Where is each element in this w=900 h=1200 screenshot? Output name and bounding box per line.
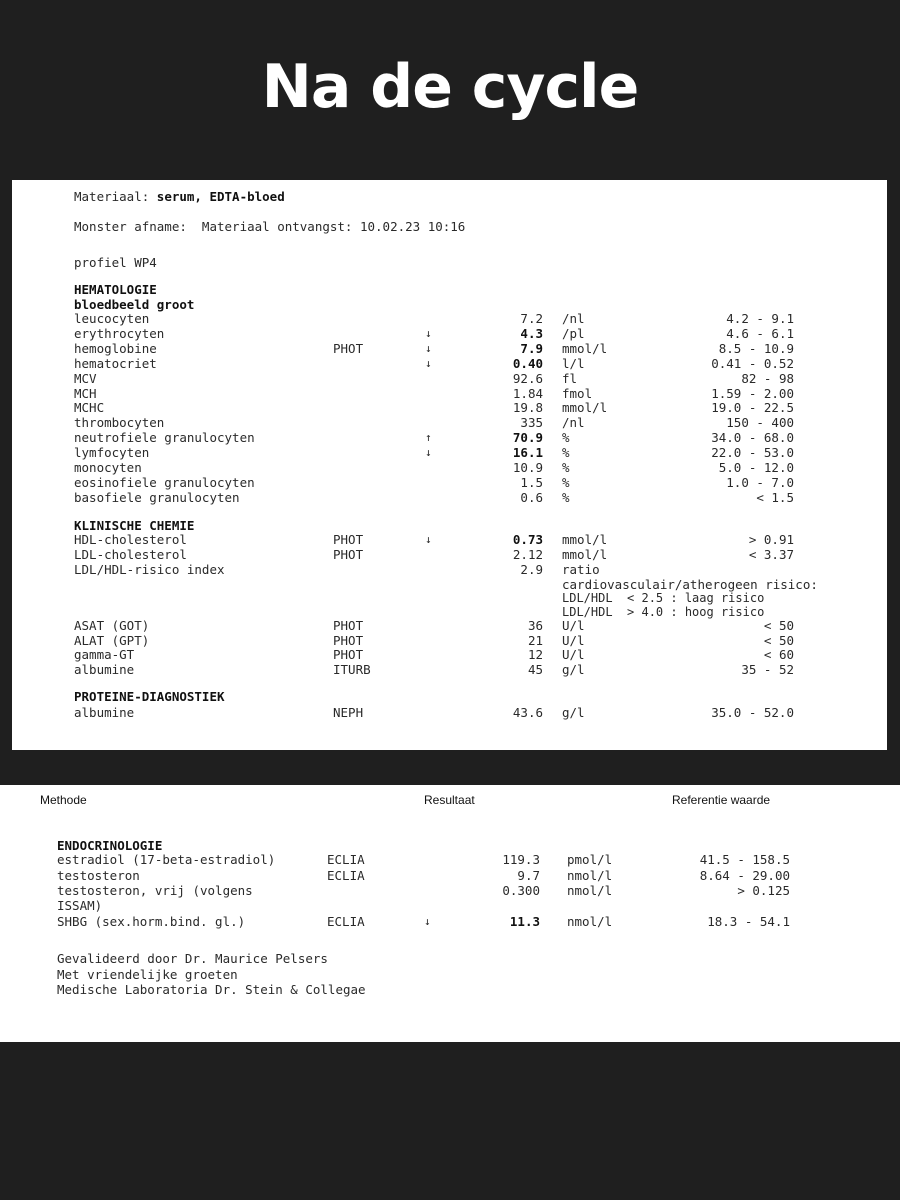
test-name: estradiol (17-beta-estradiol): [57, 852, 276, 867]
test-unit: U/l: [562, 632, 585, 648]
materiaal-line: [74, 189, 285, 204]
test-name: albumine: [74, 705, 135, 720]
test-value: 7.9: [520, 340, 543, 356]
test-value: 19.8: [512, 400, 543, 416]
test-name: thrombocyten: [74, 415, 165, 431]
test-value: 4.3: [520, 325, 543, 341]
test-value: 0.300: [502, 883, 540, 898]
test-name: lymfocyten: [74, 445, 150, 461]
monster-line: Monster afname: Materiaal ontvangst: 10.02.23 10:16: [74, 219, 466, 234]
test-reference: 4.6 - 6.1: [726, 325, 794, 341]
test-reference: < 50: [763, 618, 794, 633]
test-unit: ratio: [562, 562, 600, 578]
test-value: 335: [520, 415, 543, 431]
test-name: erythrocyten: [74, 325, 165, 341]
test-name: leucocyten: [74, 311, 150, 326]
test-method: PHOT: [333, 547, 364, 563]
test-name: testosteron: [57, 867, 140, 883]
test-reference: 35 - 52: [741, 662, 794, 678]
arrow-down-icon: ↓: [424, 914, 431, 928]
test-name: ISSAM): [57, 898, 103, 913]
arrow-down-icon: ↓: [425, 446, 432, 460]
test-reference: 35.0 - 52.0: [711, 705, 794, 720]
test-method: PHOT: [333, 340, 364, 356]
test-reference: 82 - 98: [741, 370, 794, 386]
test-name: neutrofiele granulocyten: [74, 430, 255, 446]
arrow-up-icon: ↑: [425, 431, 432, 445]
arrow-down-icon: ↓: [425, 533, 432, 546]
test-name: MCHC: [74, 400, 105, 416]
test-value: 36: [527, 618, 543, 633]
test-reference: 4.2 - 9.1: [726, 311, 794, 326]
test-reference: 5.0 - 12.0: [718, 460, 794, 475]
test-method: PHOT: [333, 647, 364, 663]
test-reference: > 0.125: [737, 883, 790, 898]
footer-line: Gevalideerd door Dr. Maurice Pelsers: [57, 951, 328, 966]
test-reference: 0.41 - 0.52: [711, 355, 794, 371]
test-reference: 41.5 - 158.5: [699, 852, 790, 867]
test-unit: mmol/l: [562, 400, 608, 416]
test-unit: g/l: [562, 662, 585, 678]
lab-report-sheet-2: [0, 785, 900, 1042]
test-unit: fmol: [562, 385, 593, 401]
test-method: ITURB: [333, 662, 371, 678]
test-reference: < 1.5: [756, 489, 794, 505]
test-reference: 1.0 - 7.0: [726, 474, 794, 490]
test-name: eosinofiele granulocyten: [74, 474, 255, 490]
test-unit: l/l: [562, 355, 585, 371]
test-unit: mmol/l: [562, 340, 608, 356]
test-reference: < 3.37: [748, 547, 794, 563]
test-reference: 150 - 400: [726, 415, 794, 431]
test-name: testosteron, vrij (volgens: [57, 883, 253, 898]
test-unit: /nl: [562, 311, 585, 326]
page-title: Na de cycle: [261, 52, 639, 122]
test-value: 21: [527, 632, 543, 648]
test-name: gamma-GT: [74, 647, 135, 663]
test-unit: nmol/l: [567, 913, 613, 929]
test-method: PHOT: [333, 532, 364, 547]
test-method: PHOT: [333, 632, 364, 648]
test-reference: 8.5 - 10.9: [718, 340, 794, 356]
test-value: 45: [527, 662, 543, 678]
test-name: MCV: [74, 370, 97, 386]
test-method: PHOT: [333, 618, 364, 633]
test-name: HDL-cholesterol: [74, 532, 187, 547]
test-unit: pmol/l: [567, 852, 613, 867]
test-value: 0.40: [512, 355, 543, 371]
test-value: 119.3: [502, 852, 540, 867]
test-unit: fl: [562, 370, 578, 386]
test-value: 0.73: [512, 532, 543, 547]
test-value: 12: [527, 647, 543, 663]
test-unit: %: [562, 474, 570, 490]
test-value: 2.9: [520, 562, 543, 578]
materiaal-value: serum, EDTA-bloed: [156, 189, 285, 204]
test-value: 70.9: [512, 430, 543, 446]
test-value: 2.12: [512, 547, 543, 563]
test-value: 7.2: [520, 311, 543, 326]
subsection-bloedbeeld: bloedbeeld groot: [74, 297, 195, 312]
arrow-down-icon: ↓: [425, 341, 432, 355]
test-unit: g/l: [562, 705, 585, 720]
arrow-down-icon: ↓: [425, 356, 432, 370]
test-value: 16.1: [512, 445, 543, 461]
test-reference: < 50: [763, 632, 794, 648]
section-hematologie: HEMATOLOGIE: [74, 282, 157, 297]
test-name: ALAT (GPT): [74, 632, 150, 648]
test-unit: /nl: [562, 415, 585, 431]
test-unit: mmol/l: [562, 547, 608, 563]
test-value: 43.6: [512, 705, 543, 720]
header-resultaat: Resultaat: [424, 793, 475, 807]
test-unit: /pl: [562, 325, 585, 341]
test-reference: < 60: [763, 647, 794, 663]
header-methode: Methode: [40, 793, 87, 807]
test-value: 92.6: [512, 370, 543, 386]
materiaal-label: Materiaal:: [74, 189, 150, 204]
test-name: monocyten: [74, 460, 142, 475]
risk-note: LDL/HDL < 2.5 : laag risico: [562, 591, 765, 605]
test-unit: %: [562, 460, 570, 475]
test-unit: U/l: [562, 618, 585, 633]
arrow-down-icon: ↓: [425, 326, 432, 340]
test-reference: > 0.91: [748, 532, 794, 547]
section-proteine: PROTEINE-DIAGNOSTIEK: [74, 689, 225, 704]
test-value: 1.5: [520, 474, 543, 490]
test-value: 1.84: [512, 385, 543, 401]
test-reference: 22.0 - 53.0: [711, 445, 794, 461]
test-name: ASAT (GOT): [74, 618, 150, 633]
test-unit: %: [562, 489, 570, 505]
lab-report-sheet-1: [12, 180, 887, 750]
test-reference: 34.0 - 68.0: [711, 430, 794, 446]
test-name: LDL-cholesterol: [74, 547, 187, 563]
test-value: 0.6: [520, 489, 543, 505]
test-reference: 8.64 - 29.00: [699, 867, 790, 883]
test-name: albumine: [74, 662, 135, 678]
header-referentie: Referentie waarde: [672, 793, 771, 807]
test-unit: nmol/l: [567, 883, 613, 898]
test-name: basofiele granulocyten: [74, 489, 240, 505]
test-method: ECLIA: [327, 852, 365, 867]
test-method: NEPH: [333, 705, 364, 720]
test-name: hemoglobine: [74, 340, 157, 356]
risk-note: LDL/HDL > 4.0 : hoog risico: [562, 605, 765, 619]
test-unit: mmol/l: [562, 532, 608, 547]
test-value: 10.9: [512, 460, 543, 475]
footer-line: Met vriendelijke groeten: [57, 967, 238, 982]
test-name: hematocriet: [74, 355, 157, 371]
test-method: ECLIA: [327, 867, 365, 883]
test-name: LDL/HDL-risico index: [74, 562, 225, 578]
footer-line: Medische Laboratoria Dr. Stein & Collegae: [57, 982, 366, 997]
test-name: SHBG (sex.horm.bind. gl.): [57, 913, 246, 929]
test-name: MCH: [74, 385, 97, 401]
profiel-line: profiel WP4: [74, 255, 157, 270]
test-unit: nmol/l: [567, 867, 613, 883]
risk-note: cardiovasculair/atherogeen risico:: [562, 577, 818, 592]
test-unit: U/l: [562, 647, 585, 663]
test-value: 11.3: [509, 913, 540, 929]
section-endocrinologie: ENDOCRINOLOGIE: [57, 838, 163, 853]
test-method: ECLIA: [327, 913, 365, 929]
test-value: 9.7: [517, 867, 540, 883]
section-klinische-chemie: KLINISCHE CHEMIE: [74, 518, 195, 533]
test-reference: 18.3 - 54.1: [707, 913, 790, 929]
test-reference: 1.59 - 2.00: [711, 385, 794, 401]
test-reference: 19.0 - 22.5: [711, 400, 794, 416]
test-unit: %: [562, 445, 570, 461]
test-unit: %: [562, 430, 570, 446]
